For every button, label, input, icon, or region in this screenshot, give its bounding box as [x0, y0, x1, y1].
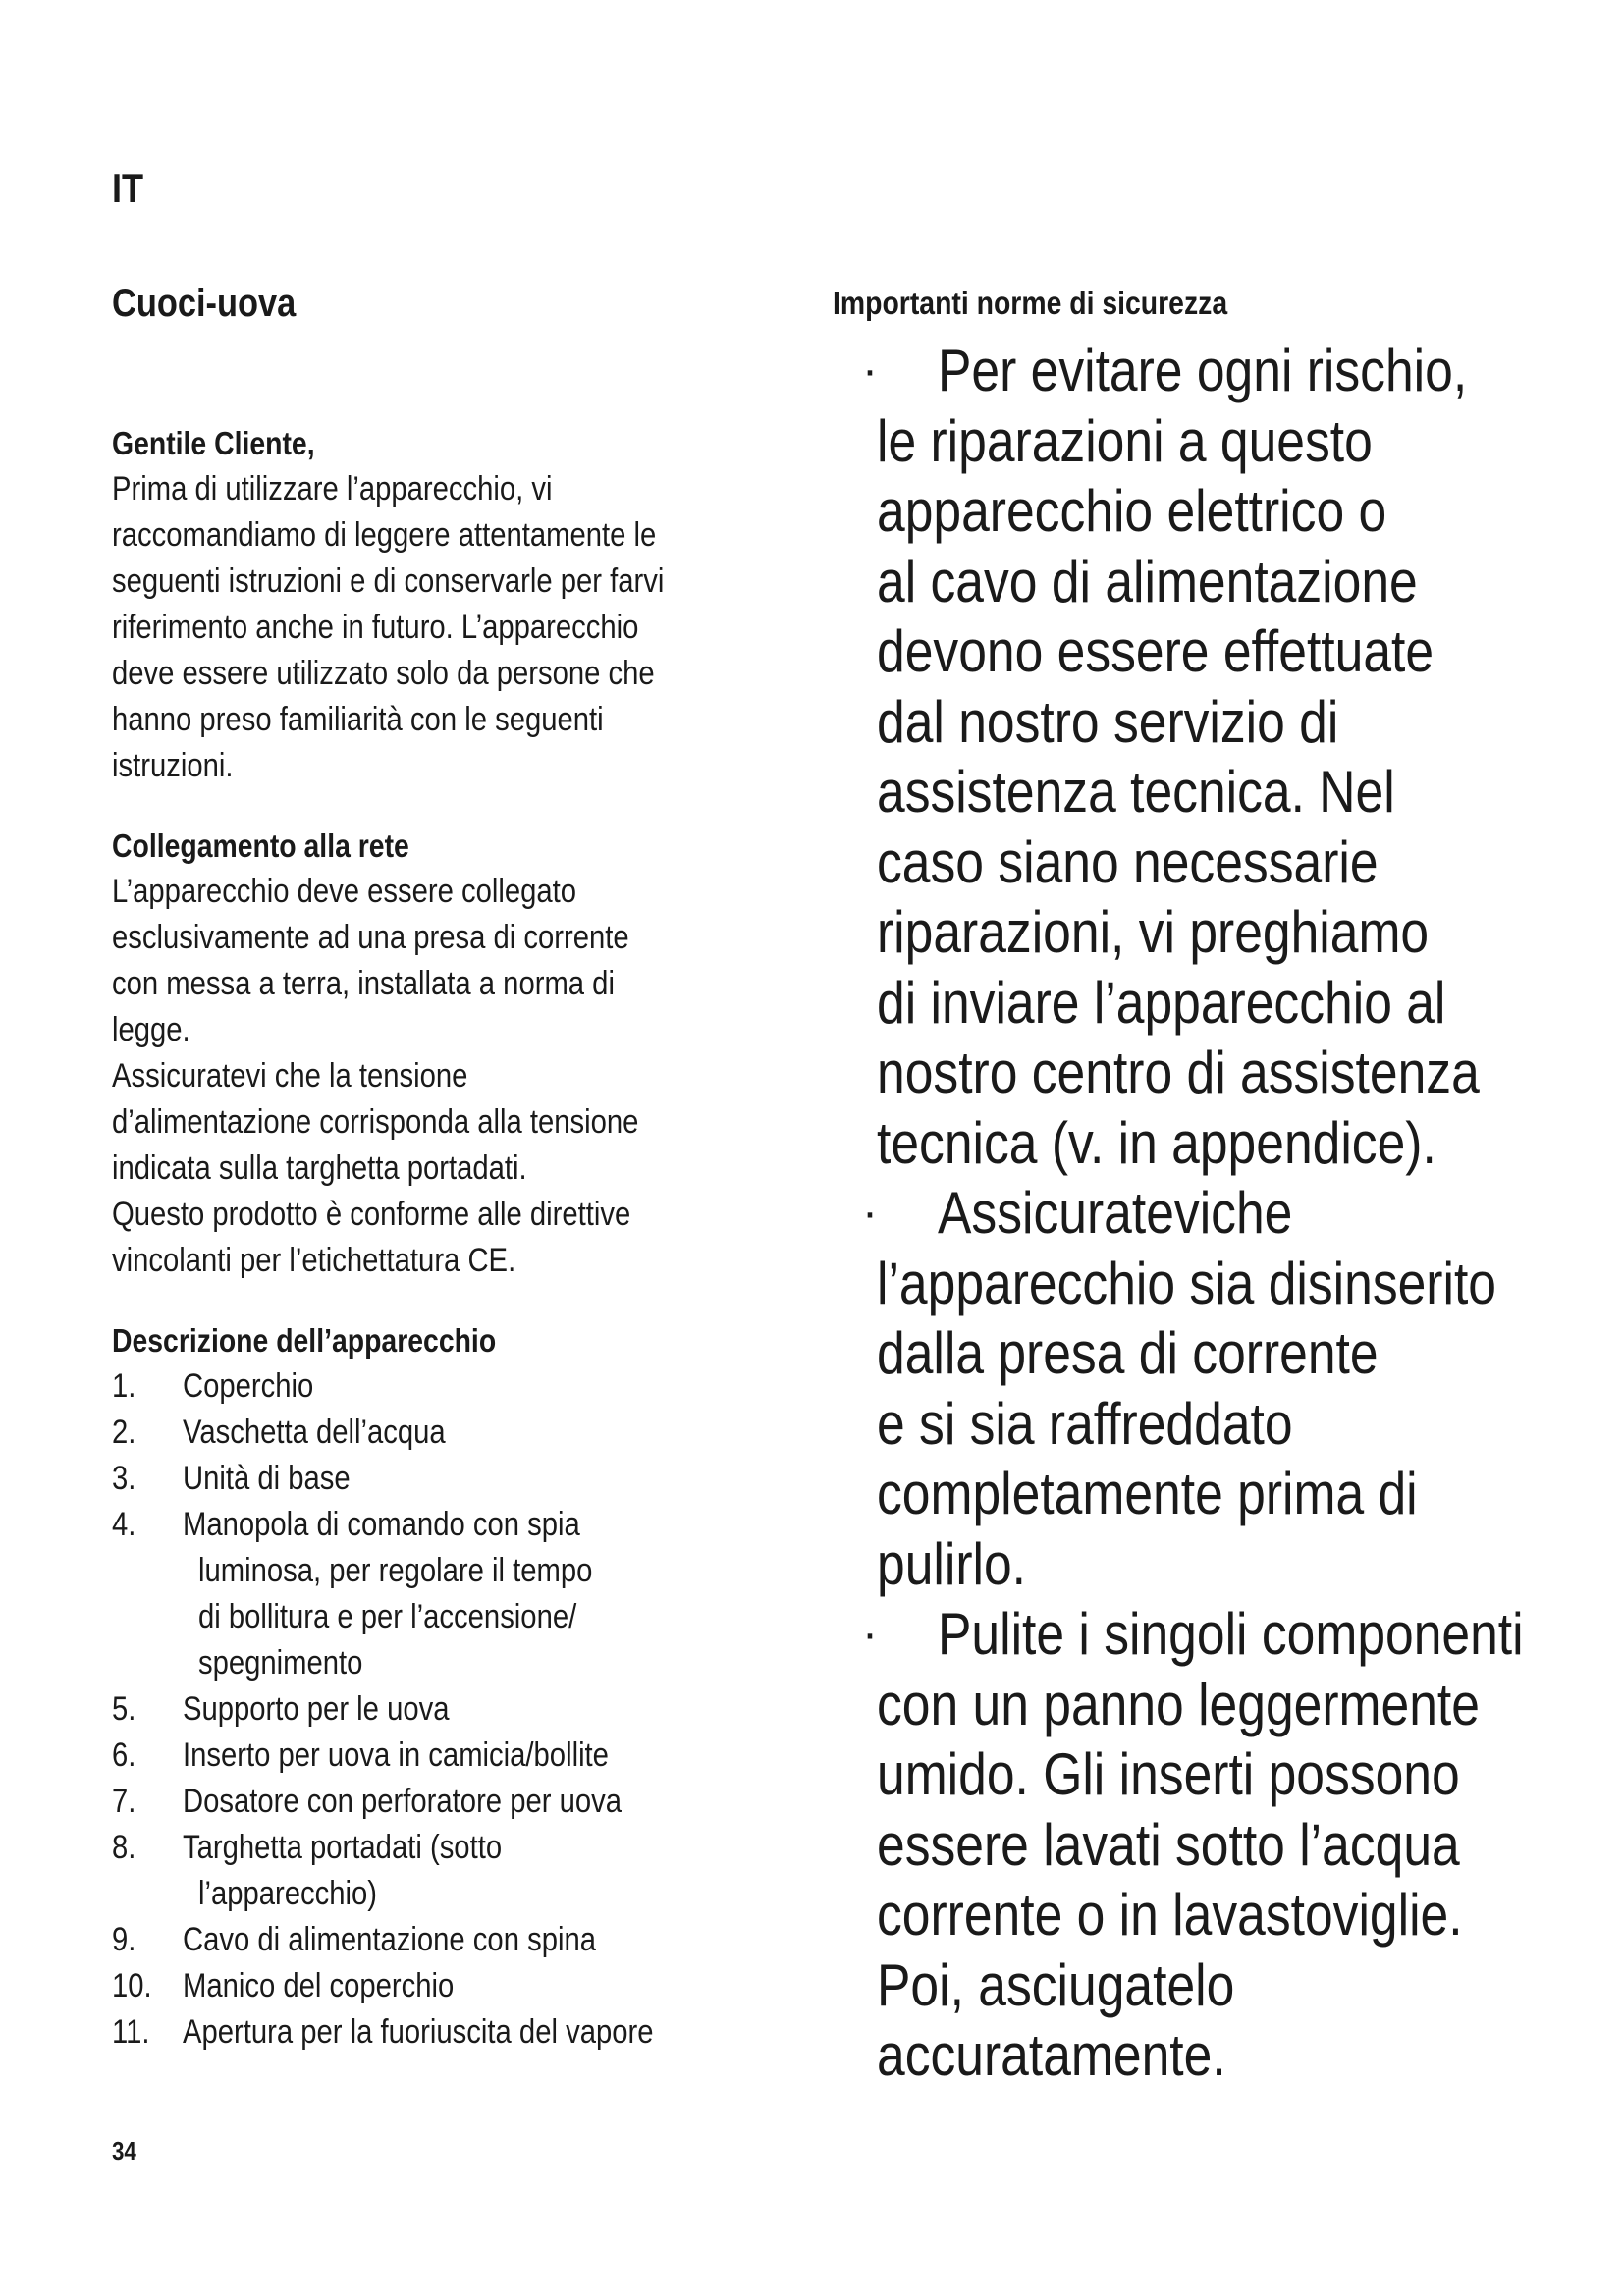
text-line: con messa a terra, installata a norma di — [112, 965, 615, 1002]
text-line: pulirlo. — [877, 1530, 1027, 1597]
item-number: 8. — [112, 1829, 136, 1866]
item-number: 3. — [112, 1460, 136, 1497]
text-line: caso siano necessarie — [877, 828, 1379, 895]
text-line: Per evitare ogni rischio, — [938, 338, 1468, 403]
text-line: esclusivamente ad una presa di corrente — [112, 919, 629, 956]
text-line: legge. — [112, 1011, 190, 1048]
text-line: nostro centro di assistenza — [877, 1040, 1480, 1105]
parts-list-item — [112, 1825, 819, 1917]
parts-list-item — [112, 1733, 819, 1779]
text-line: seguenti istruzioni e di conservarle per farvi — [112, 562, 665, 600]
text-line: dal nostro servizio di — [877, 688, 1339, 755]
text-line: Targhetta portadati (sotto — [183, 1829, 503, 1866]
text-line: raccomandiamo di leggere attentamente le — [112, 516, 657, 554]
parts-list-item — [112, 2009, 819, 2056]
item-number: 2. — [112, 1414, 136, 1451]
parts-list-item — [112, 1502, 819, 1686]
text-line: assistenza tecnica. Nel — [877, 759, 1395, 825]
description-section — [112, 1317, 819, 2056]
text-line: indicata sulla targhetta portadati. — [112, 1149, 527, 1187]
page-number: 34 — [112, 2136, 136, 2165]
text-line: Manico del coperchio — [183, 1967, 455, 2004]
text-line: le riparazioni a questo — [877, 407, 1373, 474]
parts-list-item — [112, 1363, 819, 1410]
safety-item — [833, 336, 1540, 1178]
text-line: Unità di base — [183, 1460, 351, 1497]
text-line: Coperchio — [183, 1367, 314, 1405]
text-line: apparecchio elettrico o — [877, 478, 1387, 544]
item-number: 11. — [112, 2013, 150, 2051]
text-line: dalla presa di corrente — [877, 1320, 1379, 1386]
description-heading: Descrizione dell’apparecchio — [112, 1322, 497, 1359]
text-line: Poi, asciugatelo — [877, 1951, 1235, 2018]
text-line: umido. Gli inserti possono — [877, 1741, 1460, 1807]
parts-list-item — [112, 1963, 819, 2009]
text-line: Questo prodotto è conforme alle direttive — [112, 1196, 631, 1233]
parts-list-item — [112, 1410, 819, 1456]
text-line: vincolanti per l’etichettatura CE. — [112, 1242, 516, 1279]
text-line: corrente o in lavastoviglie. — [877, 1882, 1463, 1948]
bullet-icon: · — [862, 1608, 878, 1660]
product-title: Cuoci-uova — [112, 282, 297, 325]
text-line: Assicuratevi che la tensione — [112, 1057, 468, 1095]
text-line: Manopola di comando con spia — [183, 1506, 580, 1543]
parts-list-item — [112, 1779, 819, 1825]
safety-item — [833, 1599, 1540, 2091]
text-line: spegnimento — [198, 1644, 363, 1682]
text-line: di bollitura e per l’accensione/ — [198, 1598, 577, 1635]
item-number: 6. — [112, 1736, 136, 1774]
greeting-paragraph — [112, 466, 819, 789]
item-number: 4. — [112, 1506, 136, 1543]
parts-list-item — [112, 1456, 819, 1502]
connection-paragraph — [112, 869, 819, 1284]
safety-list — [833, 336, 1540, 2091]
text-line: devono essere effettuate — [877, 618, 1435, 684]
text-line: riferimento anche in futuro. L’apparecchio — [112, 609, 639, 646]
text-line: con un panno leggermente — [877, 1671, 1480, 1737]
text-line: di inviare l’apparecchio al — [877, 969, 1446, 1036]
safety-heading: Importanti norme di sicurezza — [833, 285, 1228, 321]
text-line: Inserto per uova in camicia/bollite — [183, 1736, 609, 1774]
text-line: e si sia raffreddato — [877, 1390, 1293, 1457]
text-line: l’apparecchio) — [198, 1875, 378, 1912]
text-line: luminosa, per regolare il tempo — [198, 1552, 593, 1589]
language-code: IT — [112, 165, 144, 211]
text-line: Dosatore con perforatore per uova — [183, 1783, 622, 1820]
text-line: Cavo di alimentazione con spina — [183, 1921, 596, 1958]
text-line: accuratamente. — [877, 2022, 1226, 2088]
left-column — [112, 280, 819, 2056]
bullet-icon: · — [862, 345, 878, 397]
parts-list — [112, 1363, 819, 2056]
right-column — [833, 280, 1540, 2091]
text-line: Pulite i singoli componenti — [938, 1601, 1524, 1667]
text-line: Assicurateviche — [938, 1180, 1293, 1246]
safety-item — [833, 1178, 1540, 1599]
item-number: 5. — [112, 1690, 136, 1728]
connection-section — [112, 823, 819, 1284]
parts-list-item — [112, 1686, 819, 1733]
text-line: Apertura per la fuoriuscita del vapore — [183, 2013, 654, 2051]
greeting-section — [112, 420, 819, 789]
text-line: riparazioni, vi preghiamo — [877, 899, 1430, 965]
item-number: 9. — [112, 1921, 136, 1958]
text-line: completamente prima di — [877, 1461, 1418, 1526]
text-line: l’apparecchio sia disinserito — [877, 1250, 1496, 1316]
greeting-heading: Gentile Cliente, — [112, 425, 315, 461]
text-line: Prima di utilizzare l’apparecchio, vi — [112, 470, 553, 507]
text-line: essere lavati sotto l’acqua — [877, 1811, 1460, 1878]
item-number: 1. — [112, 1367, 136, 1405]
item-number: 10. — [112, 1967, 152, 2004]
text-line: L’apparecchio deve essere collegato — [112, 873, 577, 910]
bullet-icon: · — [862, 1187, 878, 1239]
parts-list-item — [112, 1917, 819, 1963]
text-line: Vaschetta dell’acqua — [183, 1414, 446, 1451]
text-line: hanno preso familiarità con le seguenti — [112, 701, 604, 738]
connection-heading: Collegamento alla rete — [112, 828, 409, 864]
item-number: 7. — [112, 1783, 136, 1820]
text-line: al cavo di alimentazione — [877, 548, 1418, 614]
text-line: deve essere utilizzato solo da persone che — [112, 655, 655, 692]
text-line: tecnica (v. in appendice). — [877, 1109, 1436, 1176]
text-line: Supporto per le uova — [183, 1690, 450, 1728]
text-line: d’alimentazione corrisponda alla tensione — [112, 1103, 639, 1141]
text-line: istruzioni. — [112, 747, 234, 784]
